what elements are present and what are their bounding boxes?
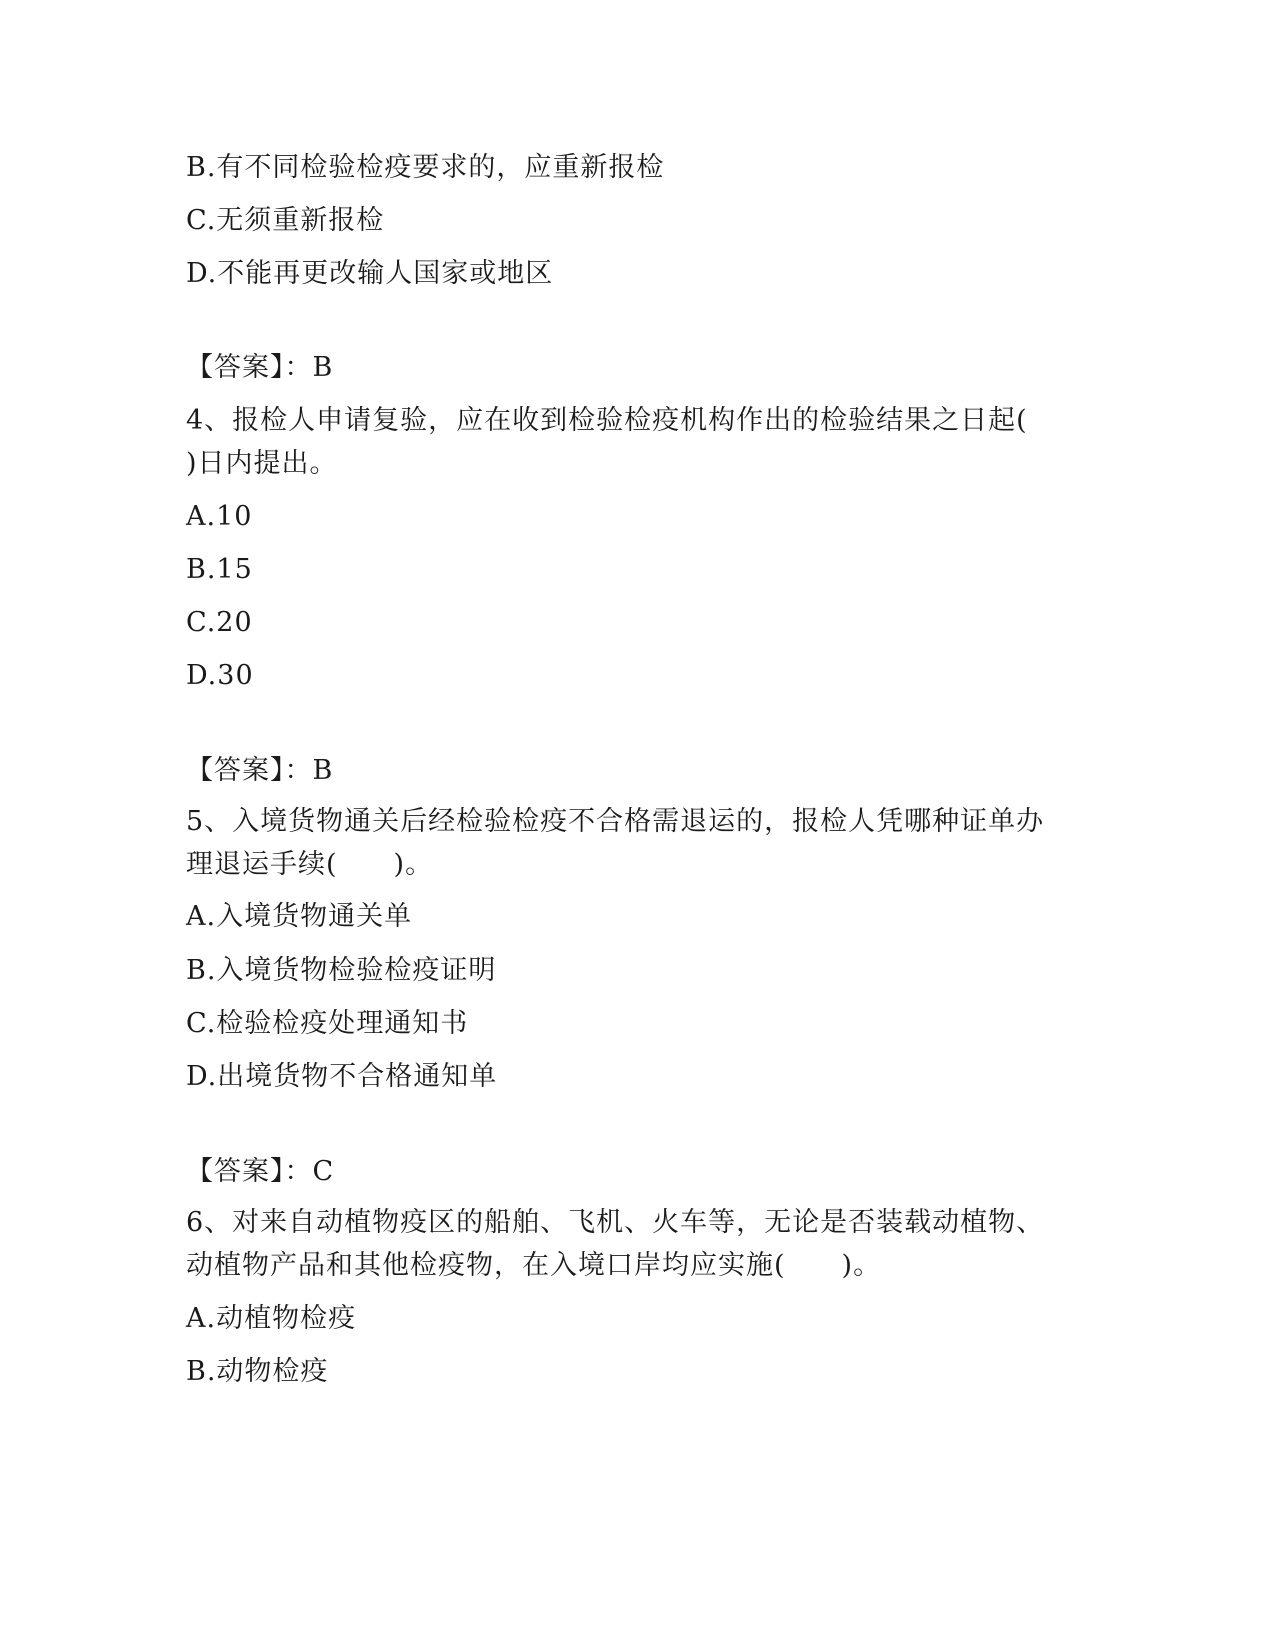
q4-stem-line2: )日内提出。 — [186, 448, 338, 479]
q3-option-c: C.无须重新报检 — [186, 205, 385, 236]
q6-stem-line2: 动植物产品和其他检疫物，在入境口岸均应实施( )。 — [186, 1250, 882, 1281]
q4-stem-line1: 4、报检人申请复验，应在收到检验检疫机构作出的检验结果之日起( — [186, 405, 1028, 436]
q5-answer: 【答案】：C — [186, 1156, 335, 1187]
q4-option-b: B.15 — [186, 554, 253, 585]
q5-stem-line2: 理退运手续( )。 — [186, 849, 434, 880]
q5-option-c: C.检验检疫处理通知书 — [186, 1008, 469, 1039]
q3-answer: 【答案】：B — [186, 352, 334, 383]
q4-option-c: C.20 — [186, 607, 253, 638]
q5-stem-line1: 5、入境货物通关后经检验检疫不合格需退运的，报检人凭哪种证单办 — [186, 806, 1045, 837]
q6-option-b: B.动物检疫 — [186, 1356, 329, 1387]
q5-option-b: B.入境货物检验检疫证明 — [186, 955, 497, 986]
q5-option-d: D.出境货物不合格通知单 — [186, 1061, 498, 1092]
q5-option-a: A.入境货物通关单 — [186, 901, 413, 932]
q6-stem-line1: 6、对来自动植物疫区的船舶、飞机、火车等，无论是否装载动植物、 — [186, 1207, 1045, 1238]
q4-option-a: A.10 — [186, 501, 253, 532]
q6-option-a: A.动植物检疫 — [186, 1303, 357, 1334]
q3-option-b: B.有不同检验检疫要求的，应重新报检 — [186, 152, 665, 183]
q3-option-d: D.不能再更改输人国家或地区 — [186, 258, 554, 289]
q4-answer: 【答案】：B — [186, 755, 334, 786]
q4-option-d: D.30 — [186, 660, 254, 691]
